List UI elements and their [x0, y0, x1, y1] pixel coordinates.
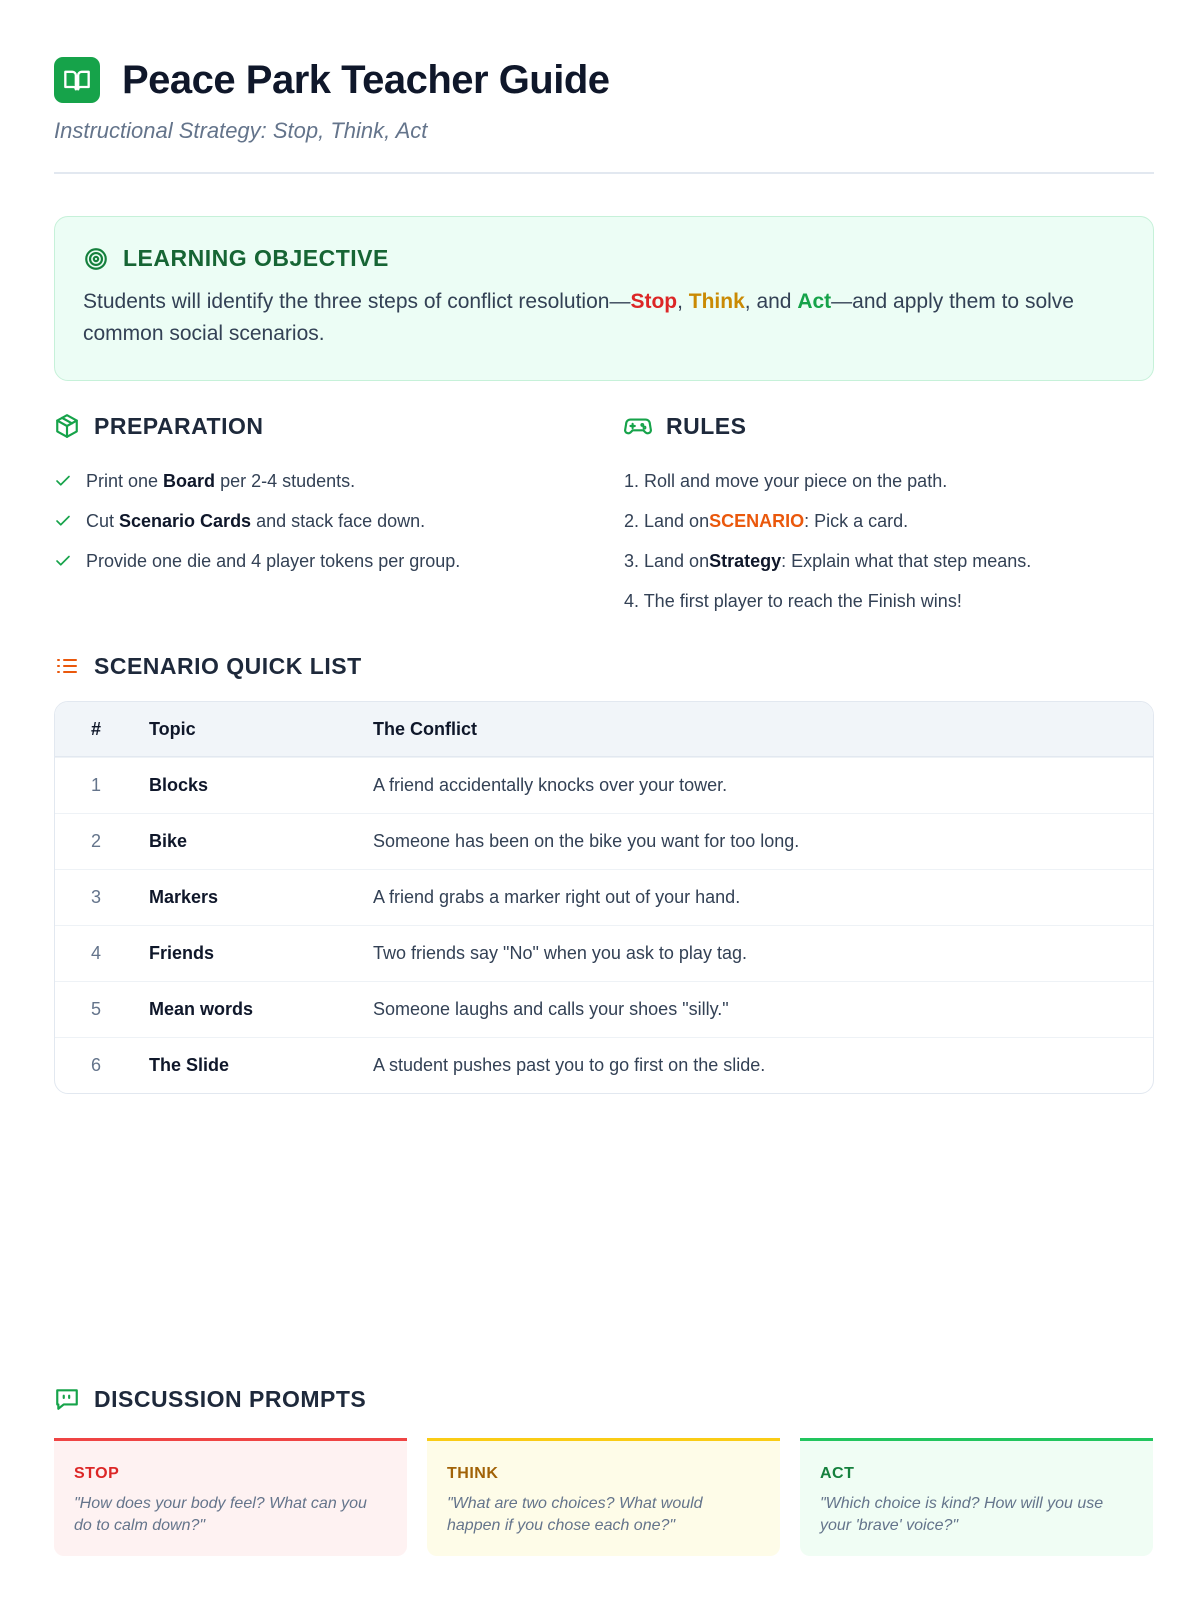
box-icon — [54, 413, 80, 439]
prep-item: Provide one die and 4 player tokens per group. — [54, 541, 624, 581]
stop-prompt-card — [54, 1438, 407, 1556]
scenario-heading: SCENARIO QUICK LIST — [94, 652, 362, 679]
header-divider — [54, 172, 1154, 174]
table-row: 5 Mean words Someone laughs and calls your shoes "silly." — [55, 981, 1153, 1037]
card-question: "Which choice is kind? How will you use your 'brave' voice?" — [820, 1495, 1104, 1534]
rules-heading: RULES — [666, 412, 747, 439]
check-icon — [54, 472, 86, 490]
scenario-section — [54, 651, 1154, 1094]
rule-item: 4. The first player to reach the Finish wins! — [624, 590, 962, 611]
table-row: 3 Markers A friend grabs a marker right out of your hand. — [55, 869, 1153, 925]
discussion-heading: DISCUSSION PROMPTS — [94, 1385, 367, 1412]
speech-bubble-icon — [54, 1386, 80, 1412]
check-icon — [54, 552, 86, 570]
gamepad-icon — [624, 413, 652, 439]
objective-text: Students will identify the three steps of conflict resolution—Stop, Think, and Act—and apply them to solve common social scenarios. — [83, 290, 1074, 345]
card-label: ACT — [820, 1465, 855, 1482]
page-title: Peace Park Teacher Guide — [122, 57, 610, 102]
table-row: 6 The Slide A student pushes past you to go first on the slide. — [55, 1037, 1153, 1093]
card-label: THINK — [447, 1465, 499, 1482]
rule-item: 1. Roll and move your piece on the path. — [624, 470, 948, 491]
stop-word: Stop — [630, 290, 678, 313]
prep-item: Cut Scenario Cards and stack face down. — [54, 501, 624, 541]
objective-heading: LEARNING OBJECTIVE — [123, 245, 389, 271]
rule-item: 3. Land on Strategy : Explain what that step means. — [624, 550, 1032, 571]
card-question: "How does your body feel? What can you do to calm down?" — [74, 1495, 367, 1534]
preparation-heading: PREPARATION — [94, 412, 264, 439]
table-row: 1 Blocks A friend accidentally knocks over your tower. — [55, 757, 1153, 813]
scenario-table — [54, 701, 1154, 1094]
card-question: "What are two choices? What would happen if you chose each one?" — [447, 1495, 703, 1534]
table-row: 4 Friends Two friends say "No" when you ask to play tag. — [55, 925, 1153, 981]
target-icon — [83, 246, 109, 272]
page-subtitle: Instructional Strategy: Stop, Think, Act — [54, 118, 428, 143]
rule-item: 2. Land on SCENARIO : Pick a card. — [624, 510, 909, 531]
card-label: STOP — [74, 1465, 120, 1482]
open-book-icon — [54, 57, 100, 103]
learning-objective-box — [54, 216, 1154, 381]
list-icon — [54, 654, 80, 678]
act-word: Act — [797, 290, 832, 313]
page-header — [54, 56, 1154, 104]
prep-item: Print one Board per 2-4 students. — [54, 461, 624, 501]
discussion-section — [54, 1384, 1154, 1556]
rules-section — [624, 411, 1154, 621]
act-prompt-card — [800, 1438, 1153, 1556]
scenario-keyword: SCENARIO — [709, 510, 805, 531]
table-header: # Topic The Conflict — [55, 702, 1153, 757]
think-word: Think — [688, 290, 745, 313]
teacher-guide-page — [54, 56, 1154, 1094]
preparation-section — [54, 411, 624, 621]
check-icon — [54, 512, 86, 530]
table-row: 2 Bike Someone has been on the bike you want for too long. — [55, 813, 1153, 869]
think-prompt-card — [427, 1438, 780, 1556]
